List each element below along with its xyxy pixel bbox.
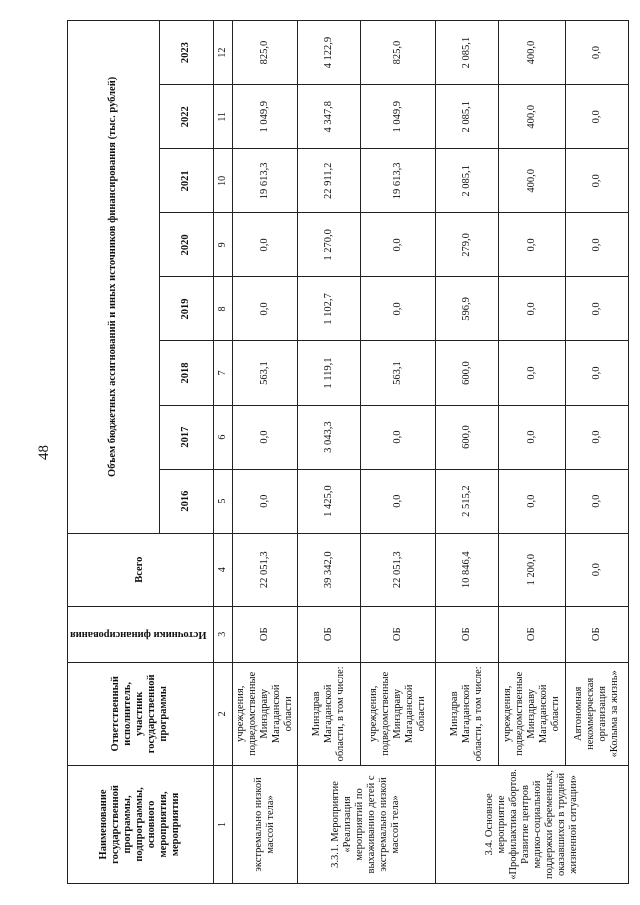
value-cell: 0,0 [232, 405, 297, 469]
value-cell: 0,0 [565, 341, 628, 405]
header-year: 2018 [159, 341, 213, 405]
table-row [232, 21, 297, 884]
header-year: 2022 [159, 85, 213, 149]
value-cell: 2 515,2 [435, 469, 498, 533]
header-year: 2021 [159, 149, 213, 213]
column-number: 1 [213, 765, 232, 883]
value-cell: 0,0 [498, 213, 565, 277]
header-name: Наименование государственной программы, подпрограммы, основного мероприятия, мероприятия [68, 765, 214, 883]
table-row [435, 21, 498, 884]
value-cell: 22 911,2 [297, 149, 360, 213]
value-cell: 1 119,1 [297, 341, 360, 405]
value-cell: 400,0 [498, 21, 565, 85]
value-cell: 600,0 [435, 341, 498, 405]
value-cell: 0,0 [565, 469, 628, 533]
total-cell: 0,0 [565, 533, 628, 606]
header-source [68, 606, 214, 662]
column-number: 3 [213, 606, 232, 662]
header-source-label: Источники финансирования [70, 629, 207, 641]
value-cell: 0,0 [232, 277, 297, 341]
executor-cell: Автономная некоммерческая организация «Колыма за жизнь» [565, 662, 628, 765]
header-year: 2016 [159, 469, 213, 533]
value-cell: 0,0 [565, 213, 628, 277]
executor-cell: Минздрав Магаданской области, в том числе: [435, 662, 498, 765]
value-cell: 0,0 [565, 277, 628, 341]
value-cell: 1 049,9 [360, 85, 435, 149]
value-cell: 563,1 [232, 341, 297, 405]
value-cell: 2 085,1 [435, 149, 498, 213]
header-executor: Ответственный исполнитель, участник государственной программы [68, 662, 214, 765]
column-number: 5 [213, 469, 232, 533]
value-cell: 0,0 [360, 277, 435, 341]
value-cell: 0,0 [360, 213, 435, 277]
value-cell: 400,0 [498, 149, 565, 213]
value-cell: 825,0 [360, 21, 435, 85]
source-cell: ОБ [435, 606, 498, 662]
executor-cell: учреждения, подведомственные Минздраву Магаданской области [360, 662, 435, 765]
column-number: 10 [213, 149, 232, 213]
value-cell: 3 043,3 [297, 405, 360, 469]
value-cell: 19 613,3 [360, 149, 435, 213]
header-year: 2017 [159, 405, 213, 469]
value-cell: 0,0 [498, 469, 565, 533]
program-name: 3.3.1. Мероприятие «Реализация мероприятий по выхаживанию детей с экстремально низкой массой тела» [297, 765, 435, 883]
header-year: 2023 [159, 21, 213, 85]
column-number: 9 [213, 213, 232, 277]
value-cell: 596,9 [435, 277, 498, 341]
value-cell: 4 122,9 [297, 21, 360, 85]
value-cell: 279,0 [435, 213, 498, 277]
column-number: 8 [213, 277, 232, 341]
header-total: Всего [68, 533, 214, 606]
value-cell: 1 102,7 [297, 277, 360, 341]
value-cell: 0,0 [232, 469, 297, 533]
source-cell: ОБ [297, 606, 360, 662]
program-name: 3.4. Основное мероприятие «Профилактика абортов. Развитие центров медико-социальной поддержки беременных, оказавшихся в трудной жизненной ситуации» [435, 765, 628, 883]
total-cell: 1 200,0 [498, 533, 565, 606]
value-cell: 400,0 [498, 85, 565, 149]
source-cell: ОБ [498, 606, 565, 662]
column-number-row [213, 21, 232, 884]
value-cell: 4 347,8 [297, 85, 360, 149]
header-volume: Объем бюджетных ассигнований и иных источников финансирования (тыс. рублей) [68, 21, 160, 534]
value-cell: 825,0 [232, 21, 297, 85]
program-name: экстремально низкой массой тела» [232, 765, 297, 883]
financing-table [67, 20, 629, 884]
executor-cell: учреждения, подведомственные Минздраву Магаданской области [232, 662, 297, 765]
source-cell: ОБ [232, 606, 297, 662]
total-cell: 22 051,3 [360, 533, 435, 606]
header-year: 2020 [159, 213, 213, 277]
value-cell: 0,0 [565, 149, 628, 213]
value-cell: 2 085,1 [435, 85, 498, 149]
value-cell: 600,0 [435, 405, 498, 469]
table-row [498, 21, 565, 884]
value-cell: 19 613,3 [232, 149, 297, 213]
column-number: 6 [213, 405, 232, 469]
total-cell: 39 342,0 [297, 533, 360, 606]
executor-cell: учреждения, подведомственные Минздраву Магаданской области [498, 662, 565, 765]
value-cell: 1 049,9 [232, 85, 297, 149]
value-cell: 0,0 [232, 213, 297, 277]
value-cell: 563,1 [360, 341, 435, 405]
value-cell: 1 425,0 [297, 469, 360, 533]
value-cell: 0,0 [498, 341, 565, 405]
column-number: 4 [213, 533, 232, 606]
column-number: 12 [213, 21, 232, 85]
source-cell: ОБ [565, 606, 628, 662]
table-row [360, 21, 435, 884]
source-cell: ОБ [360, 606, 435, 662]
column-number: 2 [213, 662, 232, 765]
value-cell: 0,0 [565, 21, 628, 85]
column-number: 11 [213, 85, 232, 149]
executor-cell: Минздрав Магаданской области, в том числе: [297, 662, 360, 765]
value-cell: 0,0 [498, 405, 565, 469]
total-cell: 22 051,3 [232, 533, 297, 606]
value-cell: 0,0 [360, 405, 435, 469]
total-cell: 10 846,4 [435, 533, 498, 606]
table-row [565, 21, 628, 884]
value-cell: 1 270,0 [297, 213, 360, 277]
value-cell: 0,0 [565, 405, 628, 469]
page-number: 48 [36, 445, 52, 460]
header-year: 2019 [159, 277, 213, 341]
value-cell: 0,0 [565, 85, 628, 149]
table-row [297, 21, 360, 884]
value-cell: 0,0 [360, 469, 435, 533]
column-number: 7 [213, 341, 232, 405]
value-cell: 0,0 [498, 277, 565, 341]
value-cell: 2 085,1 [435, 21, 498, 85]
